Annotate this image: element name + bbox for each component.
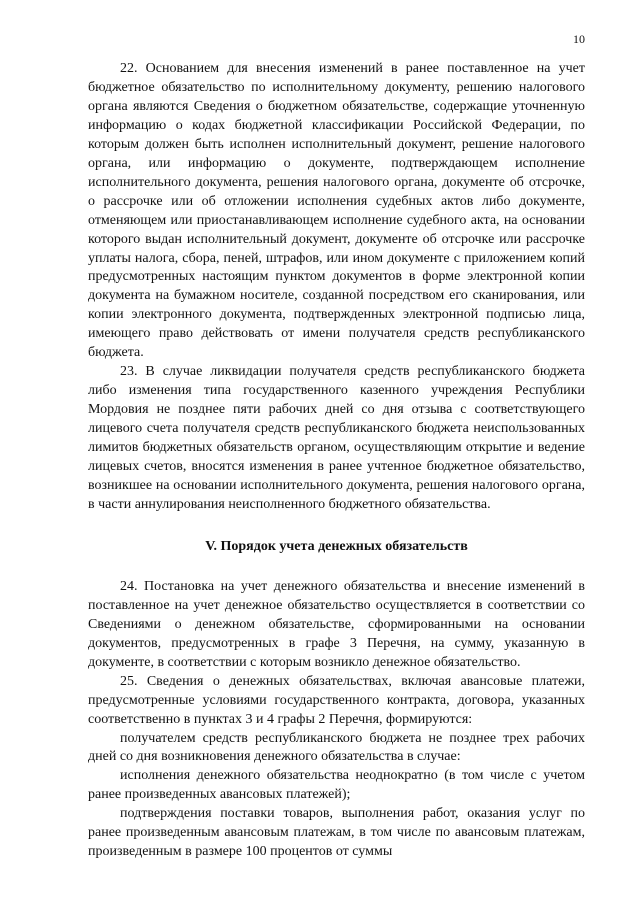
paragraph-25-case-2: подтверждения поставки товаров, выполнения работ, оказания услуг по ранее произведенным авансовым платежам, в том числе по авансовым платежам, произведенным в размере 100 процентов от суммы — [88, 806, 585, 860]
paragraph-25: 25. Сведения о денежных обязательствах, включая авансовые платежи, предусмотренные условиями государственного контракта, договора, указанных соответственно в пунктах 3 и 4 графы 2 Перечня, формируются: — [88, 673, 585, 727]
paragraph-23: 23. В случае ликвидации получателя средств республиканского бюджета либо изменения типа государственного казенного учреждения Республики Мордовия не позднее пяти рабочих дней со дня отзыва с соответствующего лицевого счета получателя средств республиканского бюджета неиспользованных лимитов бюджетных обязательств органом, осуществляющим открытие и ведение лицевых счетов, вносятся изменения в ранее учтенное бюджетное обязательство, возникшее на основании исполнительного документа, решения налогового органа, в части аннулирования неисполненного бюджетного обязательства. — [88, 364, 585, 512]
page-number: 10 — [573, 32, 585, 46]
paragraph-22: 22. Основанием для внесения изменений в ранее поставленное на учет бюджетное обязательство по исполнительному документу, решению налогового органа являются Сведения о бюджетном обязательстве, содержащие уточненную информацию о кодах бюджетной классификации Российской Федерации, по которым должен быть исполнен исполнительный документ, решение налогового органа, или информацию о документе, подтверждающем исполнение исполнительного документа, решения налогового органа, документе об отсрочке, о рассрочке или об отложении исполнения судебных актов либо документе, отменяющем или приостанавливающем исполнение судебного акта, на основании которого выдан исполнительный документ, документе об отсрочке или рассрочке уплаты налога, сбора, пеней, штрафов, или ином документе с приложением копий предусмотренных настоящим пунктом документов в форме электронной копии документа на бумажном носителе, созданной посредством его сканирования, или копии электронного документа, подтвержденных электронной подписью лица, имеющего право действовать от имени получателя средств республиканского бюджета. — [88, 61, 585, 361]
paragraph-25-case-1: исполнения денежного обязательства неоднократно (в том числе с учетом ранее произведенных авансовых платежей); — [88, 768, 585, 803]
document-body — [88, 60, 585, 862]
paragraph-24: 24. Постановка на учет денежного обязательства и внесение изменений в поставленное на учет денежное обязательство осуществляется в соответствии со Сведениями о денежном обязательстве, сформированными на основании документов, предусмотренных в графе 3 Перечня, на сумму, указанную в документе, в соответствии с которым возникло денежное обязательство. — [88, 578, 585, 670]
paragraph-25-recipient: получателем средств республиканского бюджета не позднее трех рабочих дней со дня возникновения денежного обязательства в случае: — [88, 730, 585, 765]
section-heading: V. Порядок учета денежных обязательств — [205, 538, 468, 554]
